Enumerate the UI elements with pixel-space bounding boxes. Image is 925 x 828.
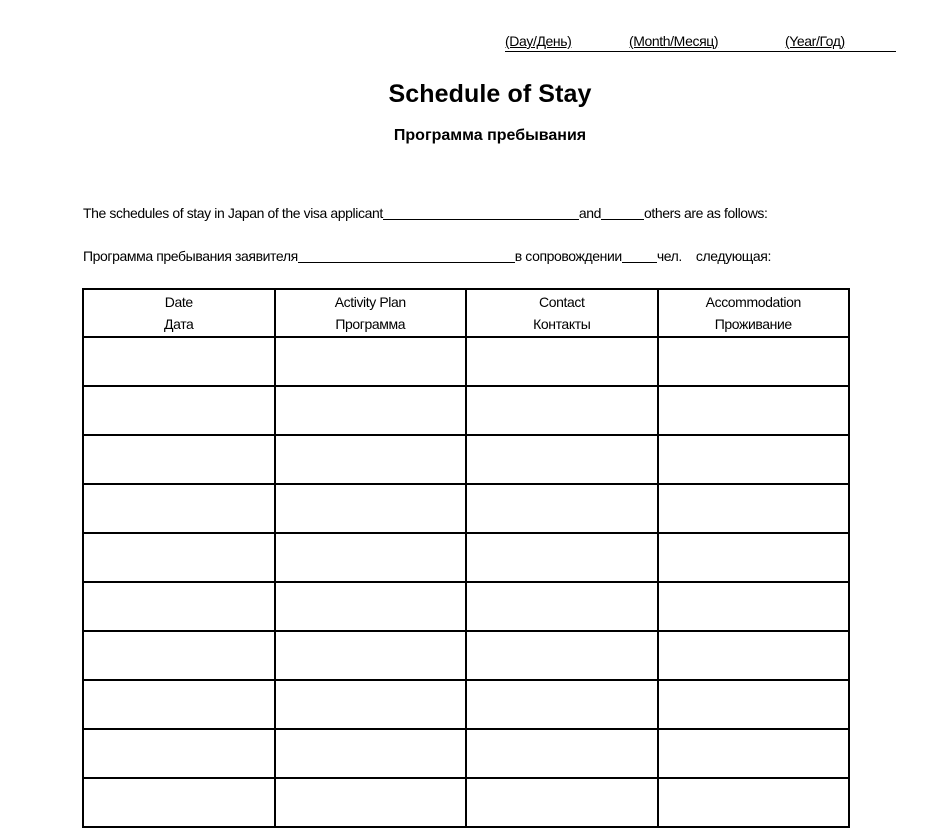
page-subtitle: Программа пребывания xyxy=(393,127,587,144)
applicant-sentence-en xyxy=(83,204,768,222)
table-row xyxy=(83,582,849,631)
activity-plan-cell[interactable] xyxy=(275,582,467,631)
sentence-en-part1: The schedules of stay in Japan of the visa applicant xyxy=(83,205,383,221)
table-row xyxy=(83,680,849,729)
date-cell[interactable] xyxy=(83,386,275,435)
contact-cell[interactable] xyxy=(466,729,658,778)
applicant-sentence-ru xyxy=(83,247,771,265)
accommodation-cell[interactable] xyxy=(658,386,850,435)
column-header-en: Activity Plan xyxy=(334,294,406,310)
table-header-row xyxy=(83,289,849,337)
contact-cell[interactable] xyxy=(466,533,658,582)
contact-cell[interactable] xyxy=(466,435,658,484)
activity-plan-cell[interactable] xyxy=(275,484,467,533)
contact-cell[interactable] xyxy=(466,631,658,680)
page-title: Schedule of Stay xyxy=(388,80,592,108)
date-cell[interactable] xyxy=(83,729,275,778)
contact-cell[interactable] xyxy=(466,386,658,435)
activity-plan-cell[interactable] xyxy=(275,337,467,386)
date-month-label: (Month/Месяц) xyxy=(629,33,719,49)
column-header-ru: Дата xyxy=(164,316,194,332)
date-cell[interactable] xyxy=(83,337,275,386)
contact-cell[interactable] xyxy=(466,778,658,827)
activity-plan-cell[interactable] xyxy=(275,778,467,827)
others-count-blank[interactable] xyxy=(601,205,644,220)
column-header-date xyxy=(83,289,275,337)
contact-cell[interactable] xyxy=(466,582,658,631)
date-cell[interactable] xyxy=(83,680,275,729)
date-cell[interactable] xyxy=(83,582,275,631)
date-line[interactable] xyxy=(505,33,896,52)
accommodation-cell[interactable] xyxy=(658,582,850,631)
companions-count-blank-ru[interactable] xyxy=(622,248,657,263)
accommodation-cell[interactable] xyxy=(658,484,850,533)
column-header-accommodation xyxy=(658,289,850,337)
accommodation-cell[interactable] xyxy=(658,729,850,778)
accommodation-cell[interactable] xyxy=(658,533,850,582)
table-row xyxy=(83,337,849,386)
activity-plan-cell[interactable] xyxy=(275,435,467,484)
applicant-name-blank[interactable] xyxy=(383,205,579,220)
date-cell[interactable] xyxy=(83,631,275,680)
accommodation-cell[interactable] xyxy=(658,631,850,680)
table-row xyxy=(83,435,849,484)
date-cell[interactable] xyxy=(83,484,275,533)
contact-cell[interactable] xyxy=(466,337,658,386)
activity-plan-cell[interactable] xyxy=(275,386,467,435)
sentence-ru-part1: Программа пребывания заявителя xyxy=(83,248,298,264)
column-header-en: Date xyxy=(164,294,193,310)
date-cell[interactable] xyxy=(83,533,275,582)
date-year-label: (Year/Год) xyxy=(785,33,845,49)
column-header-ru: Контакты xyxy=(533,316,591,332)
table-row xyxy=(83,631,849,680)
activity-plan-cell[interactable] xyxy=(275,680,467,729)
accommodation-cell[interactable] xyxy=(658,435,850,484)
activity-plan-cell[interactable] xyxy=(275,729,467,778)
sentence-en-part3: others are as follows: xyxy=(644,205,768,221)
accommodation-cell[interactable] xyxy=(658,680,850,729)
table-row xyxy=(83,729,849,778)
schedule-table xyxy=(82,288,850,828)
column-header-contact xyxy=(466,289,658,337)
table-row xyxy=(83,778,849,827)
date-cell[interactable] xyxy=(83,778,275,827)
date-cell[interactable] xyxy=(83,435,275,484)
sentence-ru-part2: в сопровождении xyxy=(514,248,622,264)
activity-plan-cell[interactable] xyxy=(275,631,467,680)
column-header-ru: Проживание xyxy=(714,316,792,332)
applicant-name-blank-ru[interactable] xyxy=(298,248,515,263)
contact-cell[interactable] xyxy=(466,484,658,533)
sentence-ru-part4: следующая: xyxy=(695,248,771,264)
activity-plan-cell[interactable] xyxy=(275,533,467,582)
accommodation-cell[interactable] xyxy=(658,778,850,827)
table-row xyxy=(83,533,849,582)
sentence-ru-part3: чел. xyxy=(656,248,682,264)
column-header-en: Accommodation xyxy=(705,294,801,310)
column-header-activity-plan xyxy=(275,289,467,337)
sentence-en-part2: and xyxy=(578,205,602,221)
contact-cell[interactable] xyxy=(466,680,658,729)
accommodation-cell[interactable] xyxy=(658,337,850,386)
column-header-en: Contact xyxy=(539,294,585,310)
column-header-ru: Программа xyxy=(335,316,406,332)
date-day-label: (Day/День) xyxy=(505,33,572,49)
table-row xyxy=(83,386,849,435)
table-row xyxy=(83,484,849,533)
